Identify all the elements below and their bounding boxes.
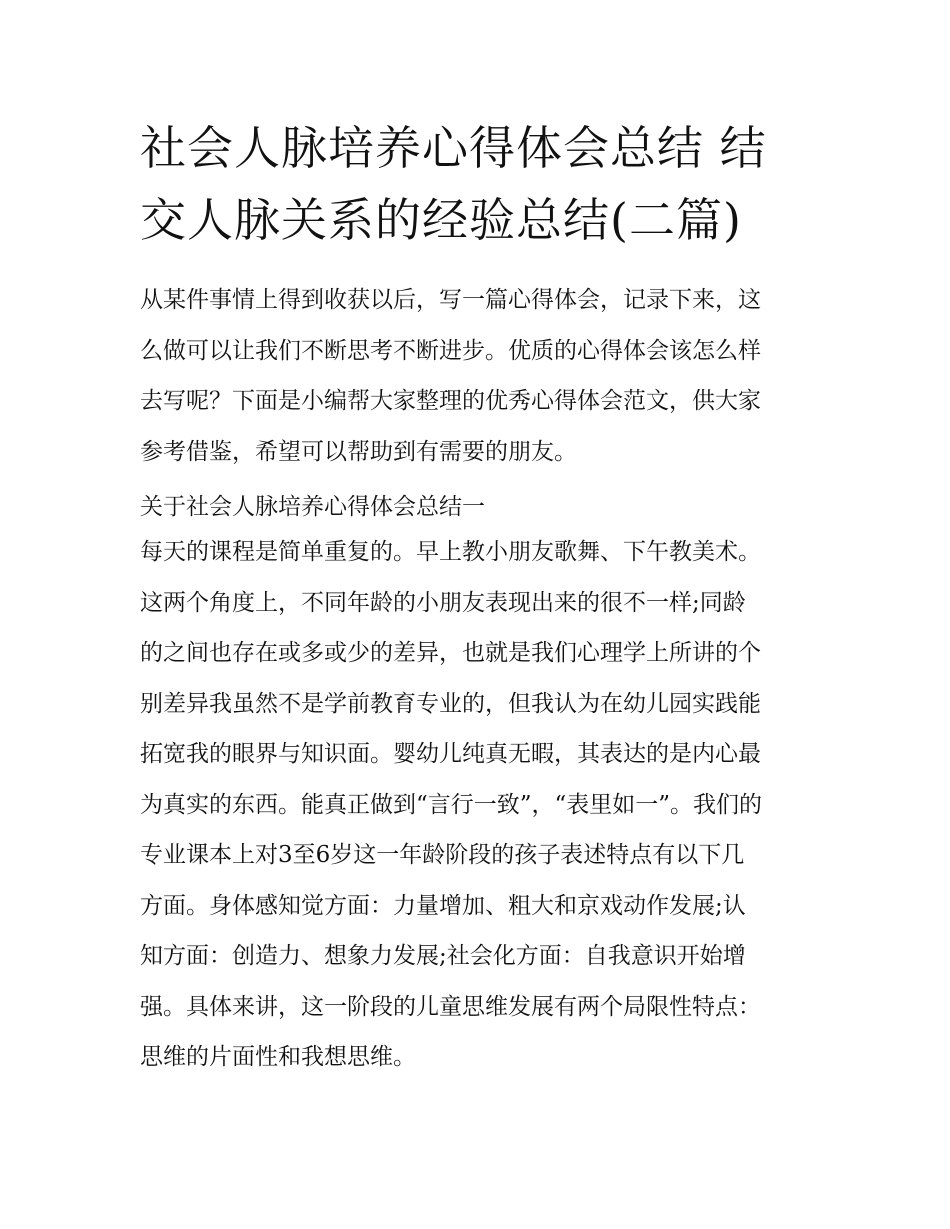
intro-line: 么做可以让我们不断思考不断进步。优质的心得体会该怎么样	[140, 337, 761, 364]
essay-paragraph	[140, 527, 820, 1083]
document-title	[140, 112, 820, 256]
intro-line: 去写呢？下面是小编帮大家整理的优秀心得体会范文，供大家	[140, 388, 761, 414]
intro-line: 参考借鉴，希望可以帮助到有需要的朋友。	[140, 438, 577, 465]
essay-line: 为真实的东西。能真正做到“言行一致”，“表里如一”。我们的	[140, 791, 763, 818]
essay-line: 别差异我虽然不是学前教育专业的，但我认为在幼儿园实践能	[140, 690, 761, 717]
intro-line: 从某件事情上得到收获以后，写一篇心得体会，记录下来，这	[140, 287, 761, 313]
essay-line: 知方面：创造力、想象力发展;社会化方面：自我意识开始增	[140, 943, 746, 969]
section-heading: 关于社会人脉培养心得体会总结一	[140, 494, 485, 520]
essay-line: 专业课本上对3至6岁这一年龄阶段的孩子表述特点有以下几	[140, 842, 745, 868]
essay-line: 每天的课程是简单重复的。早上教小朋友歌舞、下午教美术。	[140, 539, 761, 565]
essay-line: 方面。身体感知觉方面：力量增加、粗大和京戏动作发展;认	[140, 892, 746, 919]
essay-line: 这两个角度上，不同年龄的小朋友表现出来的很不一样;同龄	[140, 589, 746, 616]
intro-paragraph	[140, 275, 820, 477]
essay-line: 强。具体来讲，这一阶段的儿童思维发展有两个局限性特点：	[140, 993, 761, 1020]
title-line: 社会人脉培养心得体会总结 结	[140, 121, 767, 175]
title-line: 交人脉关系的经验总结(二篇)	[140, 193, 742, 247]
essay-line: 思维的片面性和我想思维。	[140, 1044, 416, 1070]
essay-line: 拓宽我的眼界与知识面。婴幼儿纯真无暇，其表达的是内心最	[140, 741, 761, 767]
essay-line: 的之间也存在或多或少的差异，也就是我们心理学上所讲的个	[140, 640, 761, 666]
